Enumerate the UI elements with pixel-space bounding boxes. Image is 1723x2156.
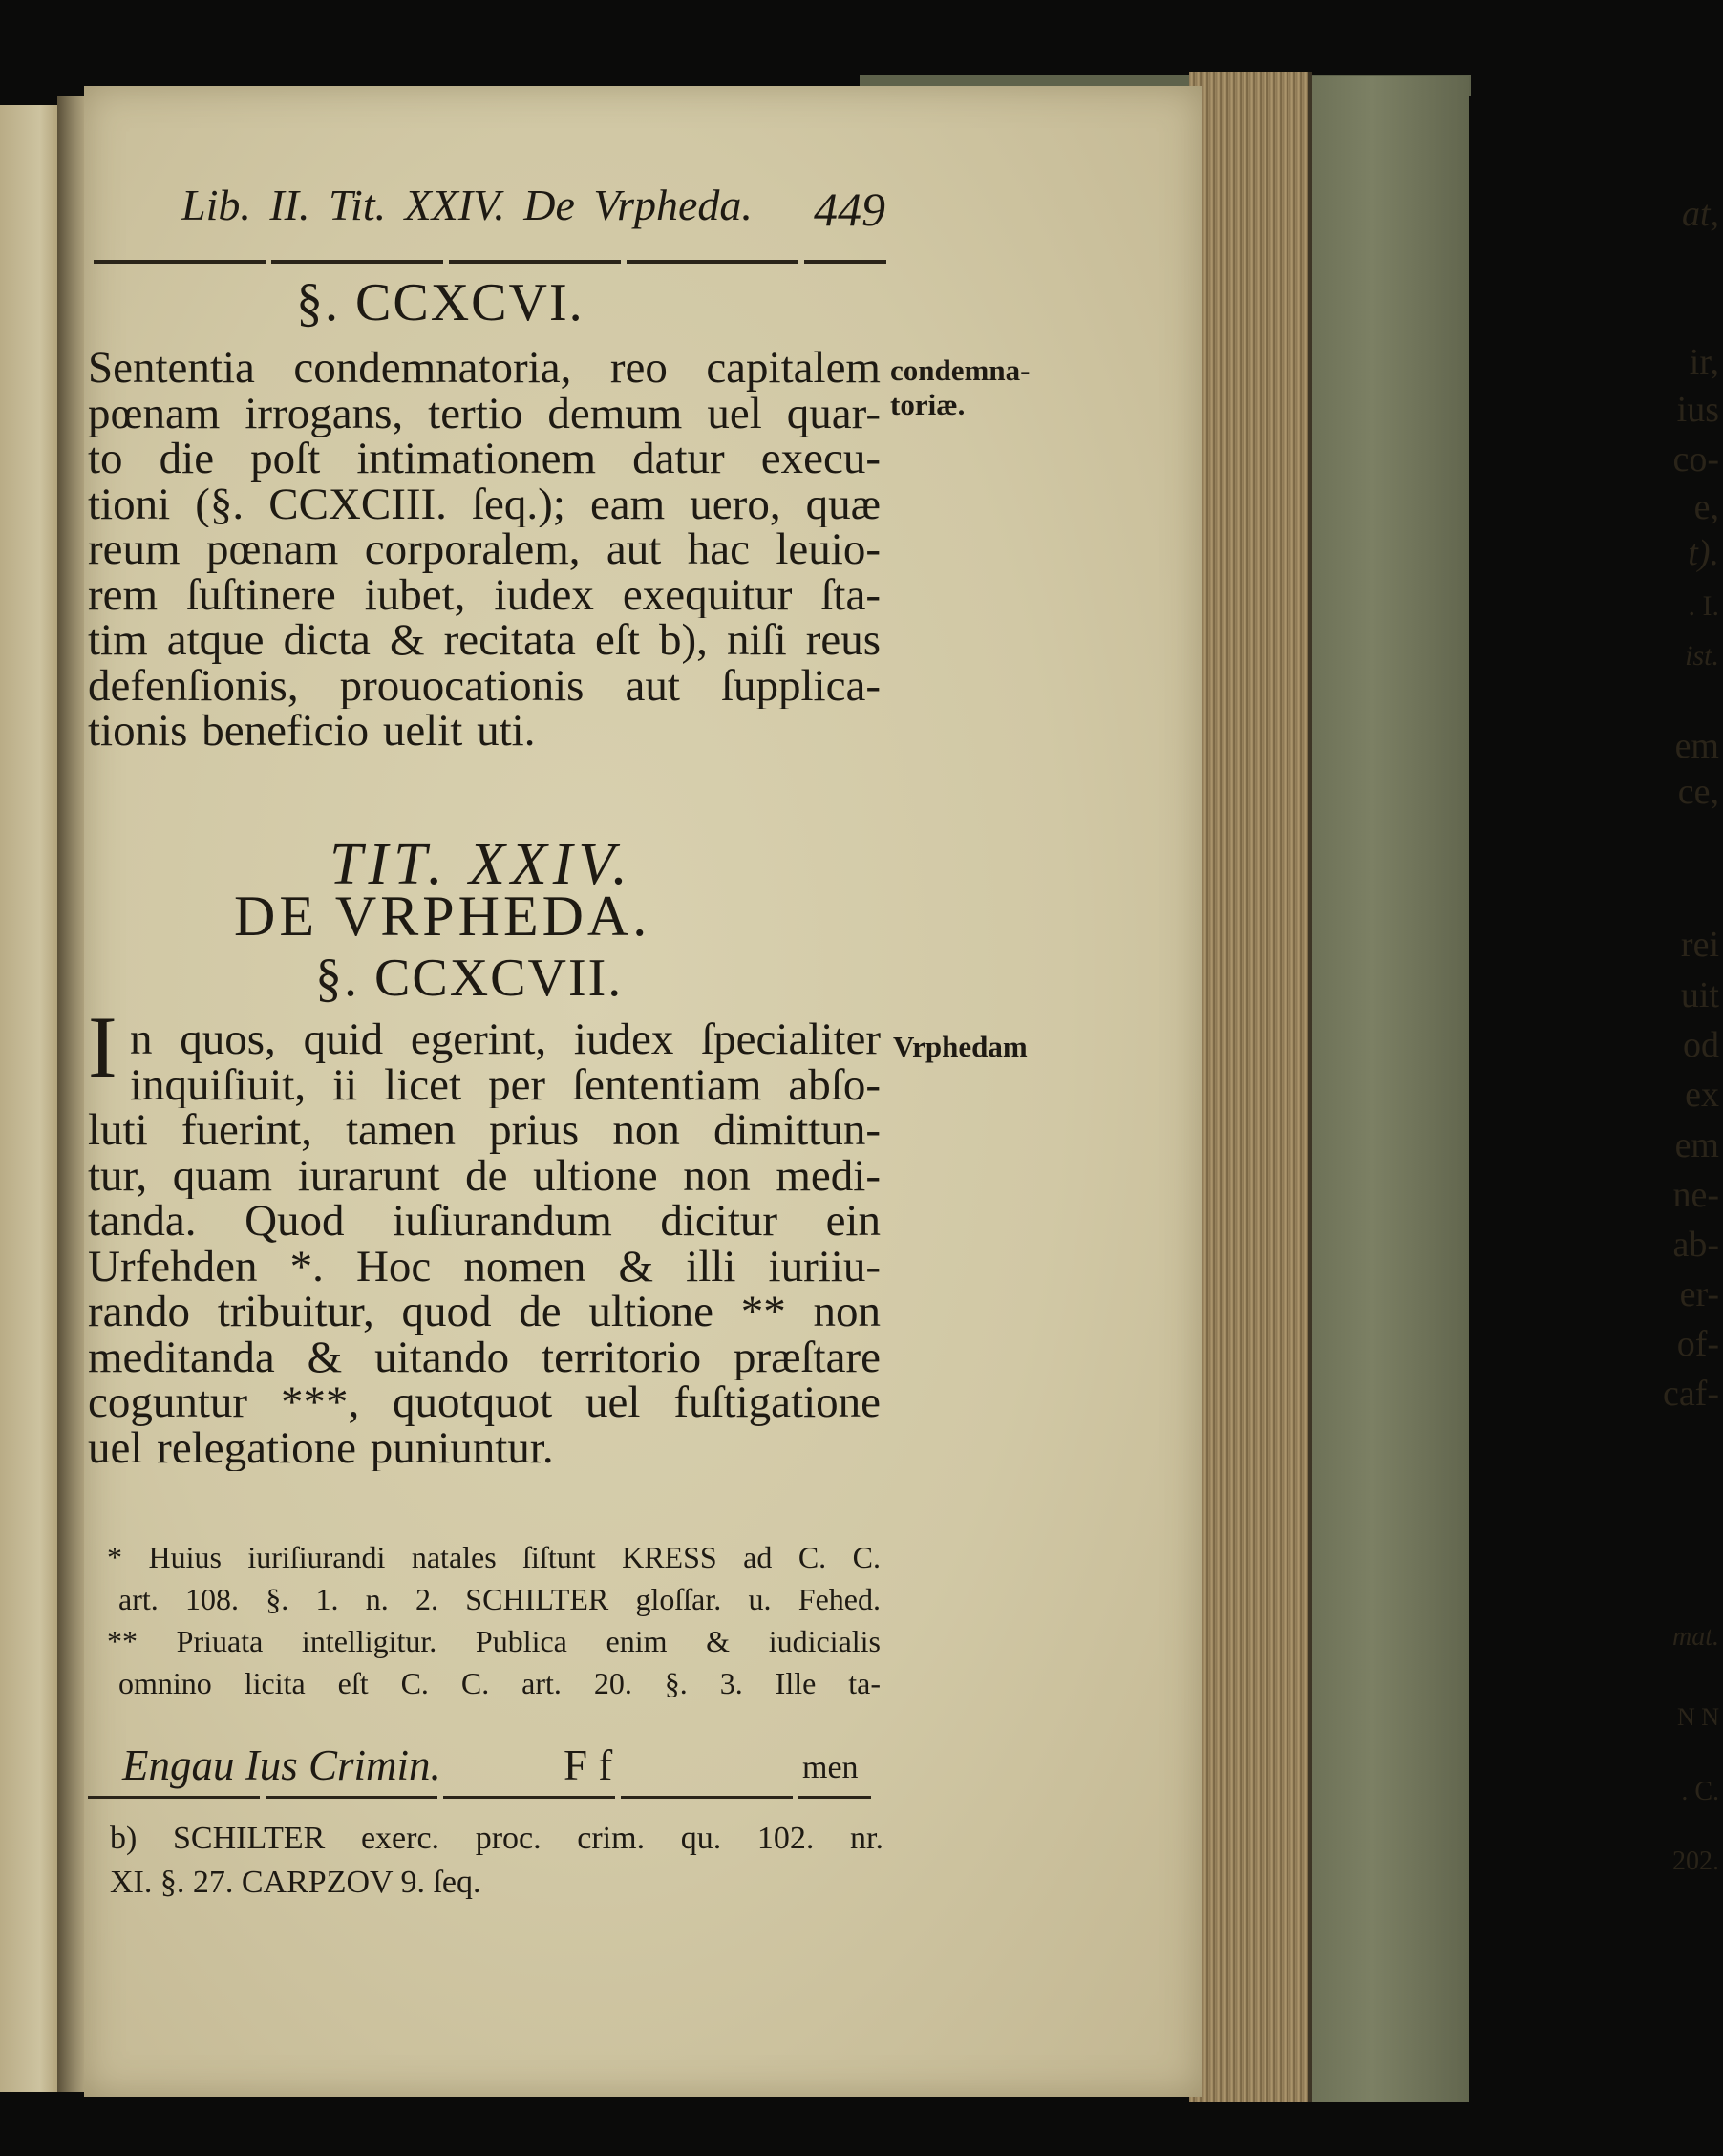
fragment: ist. bbox=[1685, 640, 1719, 672]
section-heading: §. CCXCVII. bbox=[315, 949, 624, 1008]
fragment: rei bbox=[1680, 925, 1719, 965]
margin-note-line: condemna- bbox=[890, 353, 1031, 387]
text-line: reum pœnam corporalem, aut hac leuio- bbox=[88, 527, 881, 573]
catchword: men bbox=[802, 1750, 859, 1785]
running-head: Lib. II. Tit. XXIV. De Vrpheda. bbox=[181, 181, 753, 229]
signature-mark: F f bbox=[564, 1741, 613, 1789]
fragment: e, bbox=[1693, 487, 1719, 527]
text-line: Sententia condemnatoria, reo capitalem bbox=[88, 346, 881, 392]
author-title: Engau Ius Crimin. bbox=[122, 1741, 441, 1789]
margin-note bbox=[893, 1030, 1028, 1064]
text-line: defenſionis, prouocationis aut ſupplica- bbox=[88, 663, 881, 709]
fragment: ab- bbox=[1672, 1225, 1719, 1265]
fragment: at, bbox=[1681, 194, 1719, 234]
section-body bbox=[88, 1017, 881, 1471]
header-rule bbox=[94, 260, 886, 264]
text-line: to die poſt intimationem datur execu- bbox=[88, 437, 881, 482]
text-line: tioni (§. CCXCIII. ſeq.); eam uero, quæ bbox=[88, 481, 881, 527]
footnote-line: XI. §. 27. CARPZOV 9. ſeq. bbox=[110, 1865, 481, 1900]
margin-note-line: toriæ. bbox=[890, 388, 966, 421]
fragment: em bbox=[1674, 726, 1719, 766]
text-line: luti fuerint, tamen prius non dimittun- bbox=[88, 1108, 881, 1154]
drop-capital: I bbox=[88, 998, 117, 1096]
margin-note bbox=[890, 353, 1030, 422]
page-number: 449 bbox=[814, 182, 885, 236]
margin-note-line: Vrphedam bbox=[893, 1030, 1028, 1063]
text-line: coguntur ***, quotquot uel fuſtigatione bbox=[88, 1380, 881, 1426]
book-cover-board bbox=[1307, 76, 1469, 2102]
text-line: pœnam irrogans, tertio demum uel quar- bbox=[88, 391, 881, 437]
text-line: tur, quam iurarunt de ultione non medi- bbox=[88, 1153, 881, 1199]
footnote-line: ** Priuata intelligitur. Publica enim & iudicialis bbox=[107, 1624, 881, 1658]
previous-page-edge bbox=[0, 105, 57, 2092]
text-line: tim atque dicta & recitata eſt b), niſi reus bbox=[88, 618, 881, 664]
fragment: 202. bbox=[1672, 1846, 1719, 1876]
title-number: TIT. XXIV. bbox=[330, 832, 633, 897]
text-line: rem ſuſtinere iubet, iudex exequitur ſta- bbox=[88, 572, 881, 618]
text-line: inquiſiuit, ii licet per ſententiam abſo- bbox=[130, 1062, 881, 1108]
footnote-line: art. 108. §. 1. n. 2. SCHILTER gloſſar. u. Fehed. bbox=[118, 1582, 881, 1616]
fragment: ce, bbox=[1677, 772, 1719, 812]
footnote-line: omnino licita eſt C. C. art. 20. §. 3. Ille ta- bbox=[118, 1666, 881, 1700]
fragment: ne- bbox=[1672, 1175, 1719, 1215]
title-name: DE VRPHEDA. bbox=[234, 885, 651, 948]
text-line: tanda. Quod iuſiurandum dicitur ein bbox=[88, 1199, 881, 1245]
section-heading: §. CCXCVI. bbox=[296, 273, 585, 332]
section-body bbox=[88, 346, 881, 755]
fragment: em bbox=[1674, 1125, 1719, 1165]
text-line: uel relegatione puniuntur. bbox=[88, 1425, 554, 1471]
text-line: rando tribuitur, quod de ultione ** non bbox=[88, 1290, 881, 1335]
fragment: uit bbox=[1680, 975, 1719, 1015]
footnote-line: b) SCHILTER exerc. proc. crim. qu. 102. nr. bbox=[110, 1821, 883, 1856]
fragment: caf- bbox=[1662, 1374, 1719, 1414]
text-line: n quos, quid egerint, iudex ſpecialiter bbox=[130, 1017, 881, 1063]
fragment: ex bbox=[1685, 1075, 1719, 1115]
page-block-edges bbox=[1189, 72, 1312, 2102]
fragment: ius bbox=[1676, 390, 1719, 430]
footnote-rule bbox=[88, 1796, 871, 1799]
fragment: of- bbox=[1676, 1324, 1719, 1364]
bottom-note bbox=[110, 1817, 883, 1905]
text-line: Urfehden *. Hoc nomen & illi iuriiu- bbox=[88, 1244, 881, 1290]
text-line: meditanda & uitando territorio præſtare bbox=[88, 1334, 881, 1380]
text-line: tionis beneficio uelit uti. bbox=[88, 709, 536, 755]
fragment: t). bbox=[1688, 533, 1719, 573]
fragment: er- bbox=[1679, 1274, 1719, 1314]
fragment: . C. bbox=[1681, 1777, 1719, 1806]
footnotes bbox=[107, 1536, 881, 1704]
footnote-line: * Huius iuriſiurandi natales ſiſtunt KRESS ad C. C. bbox=[107, 1540, 881, 1574]
fragment: co- bbox=[1672, 439, 1719, 480]
fragment: N N bbox=[1676, 1703, 1719, 1731]
fragment: od bbox=[1683, 1025, 1719, 1065]
fragment: mat. bbox=[1672, 1622, 1719, 1652]
fragment: . I. bbox=[1688, 590, 1719, 622]
fragment: ir, bbox=[1689, 342, 1719, 382]
